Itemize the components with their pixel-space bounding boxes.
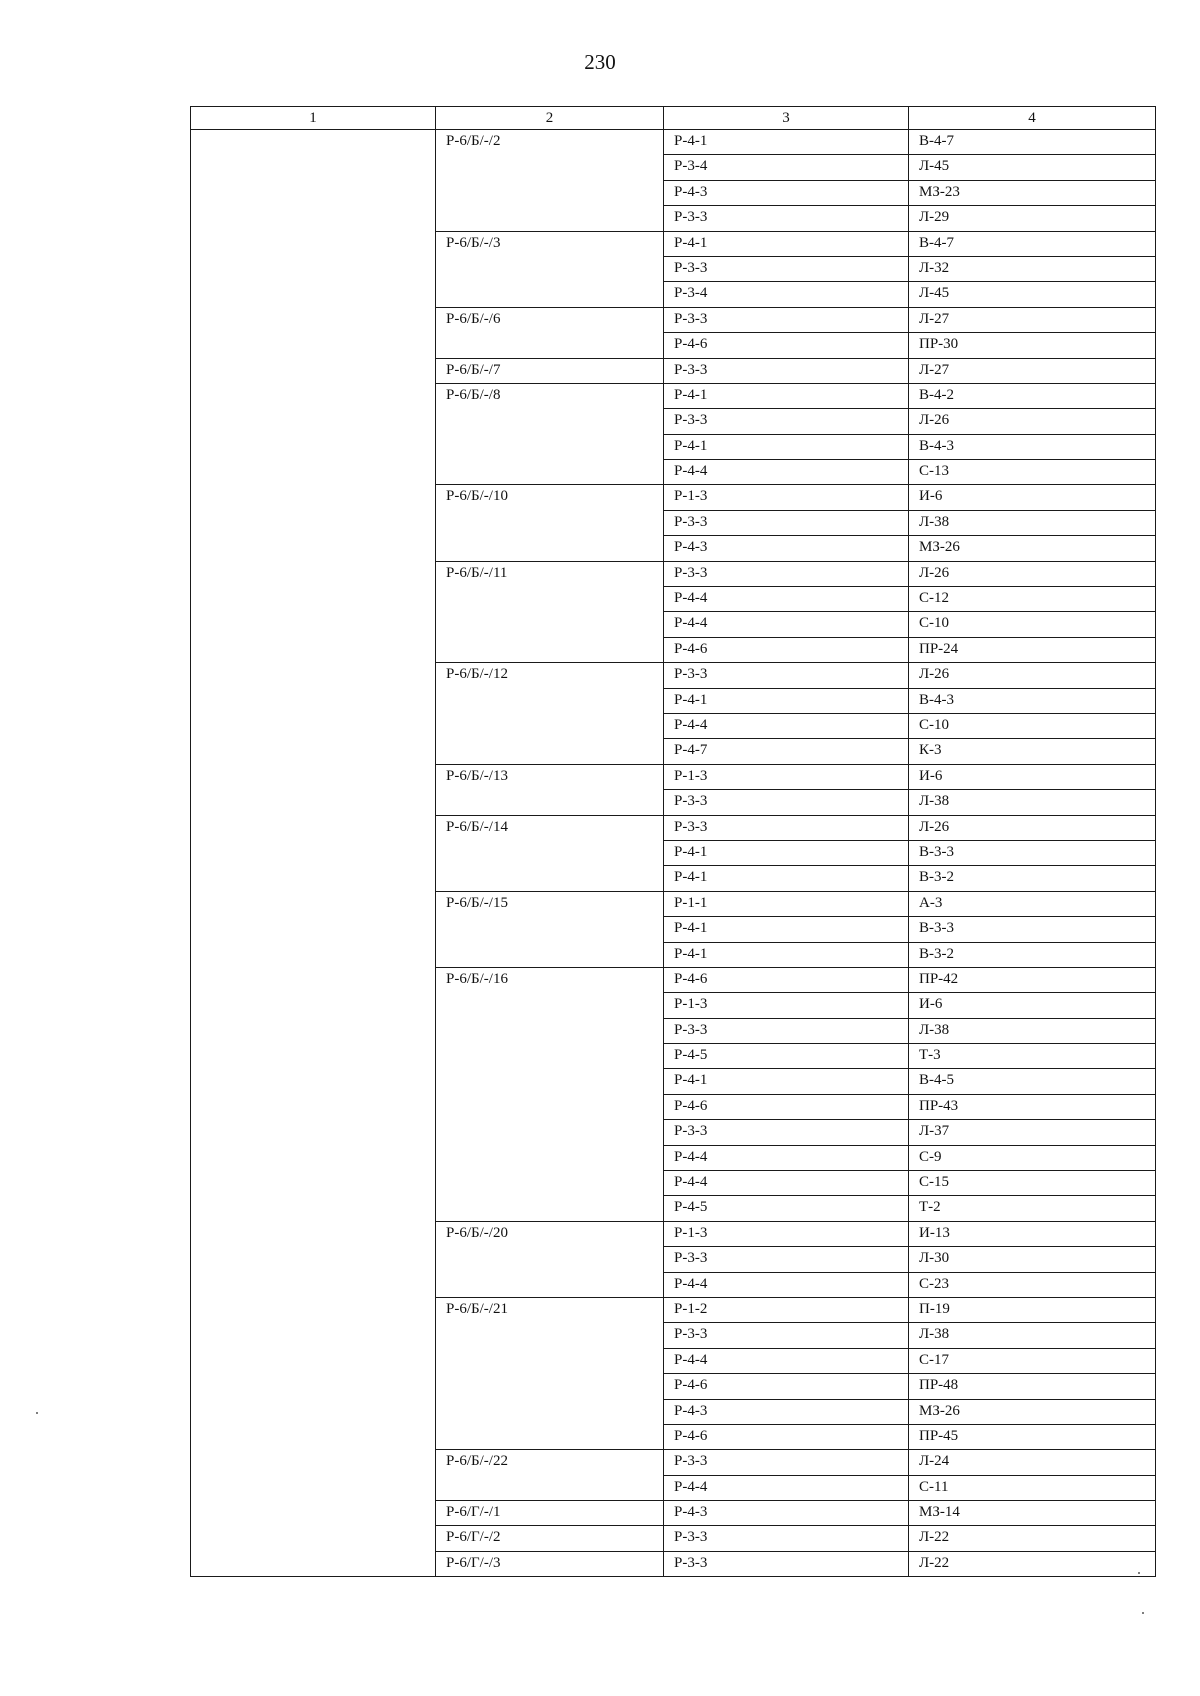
column-3-cell: Р-4-7 [664,739,909,764]
column-4-cell: ПР-48 [909,1374,1156,1399]
column-4-cell: Л-38 [909,790,1156,815]
column-4-cell: С-12 [909,587,1156,612]
column-3-cell: Р-4-3 [664,180,909,205]
scan-speck [1142,1612,1144,1614]
column-4-cell: МЗ-26 [909,536,1156,561]
column-3-cell: Р-4-6 [664,1094,909,1119]
column-3-cell: Р-3-3 [664,256,909,281]
column-3-cell: Р-4-4 [664,1475,909,1500]
group-code-cell: Р-6/Г/-/3 [436,1551,664,1576]
column-header-2: 2 [436,107,664,130]
column-3-cell: Р-1-3 [664,993,909,1018]
table-row [191,130,1156,155]
column-4-cell: Л-22 [909,1551,1156,1576]
column-4-cell: ПР-43 [909,1094,1156,1119]
column-3-cell: Р-4-4 [664,713,909,738]
column-4-cell: С-17 [909,1348,1156,1373]
column-4-cell: В-3-3 [909,840,1156,865]
group-code-cell: Р-6/Б/-/20 [436,1221,664,1297]
column-3-cell: Р-4-1 [664,840,909,865]
column-4-cell: С-10 [909,612,1156,637]
column-4-cell: В-3-2 [909,866,1156,891]
column-3-cell: Р-3-3 [664,1120,909,1145]
column-4-cell: Л-29 [909,206,1156,231]
group-code-cell: Р-6/Б/-/21 [436,1297,664,1449]
column-3-cell: Р-3-3 [664,1551,909,1576]
data-table [190,106,1156,1577]
column-4-cell: ПР-45 [909,1424,1156,1449]
column-4-cell: В-4-3 [909,434,1156,459]
column-4-cell: Л-45 [909,155,1156,180]
column-4-cell: Л-26 [909,663,1156,688]
column-4-cell: И-6 [909,485,1156,510]
column-3-cell: Р-3-4 [664,155,909,180]
table-body [191,130,1156,1577]
column-3-cell: Р-1-1 [664,891,909,916]
column-4-cell: С-9 [909,1145,1156,1170]
column-3-cell: Р-4-1 [664,434,909,459]
column-4-cell: ПР-24 [909,637,1156,662]
column-3-cell: Р-4-6 [664,333,909,358]
column-3-cell: Р-4-6 [664,967,909,992]
group-code-cell: Р-6/Б/-/16 [436,967,664,1221]
column-3-cell: Р-3-3 [664,561,909,586]
column-3-cell: Р-3-3 [664,1247,909,1272]
column-4-cell: Л-27 [909,307,1156,332]
column-4-cell: С-15 [909,1171,1156,1196]
column-3-cell: Р-1-3 [664,764,909,789]
column-4-cell: Л-24 [909,1450,1156,1475]
column-4-cell: А-3 [909,891,1156,916]
column-4-cell: В-4-2 [909,383,1156,408]
column-3-cell: Р-4-4 [664,1272,909,1297]
column-3-cell: Р-3-3 [664,206,909,231]
column-4-cell: С-11 [909,1475,1156,1500]
column-3-cell: Р-4-1 [664,942,909,967]
column-4-cell: С-13 [909,460,1156,485]
column-4-cell: Т-2 [909,1196,1156,1221]
column-4-cell: В-4-5 [909,1069,1156,1094]
column-4-cell: ПР-30 [909,333,1156,358]
column-4-cell: МЗ-23 [909,180,1156,205]
column-4-cell: В-3-3 [909,917,1156,942]
column-3-cell: Р-4-5 [664,1196,909,1221]
column-3-cell: Р-4-6 [664,1424,909,1449]
column-3-cell: Р-4-4 [664,1348,909,1373]
column-4-cell: ПР-42 [909,967,1156,992]
header-row [191,107,1156,130]
column-3-cell: Р-3-4 [664,282,909,307]
column-3-cell: Р-4-6 [664,1374,909,1399]
column-4-cell: И-13 [909,1221,1156,1246]
column-4-cell: В-4-7 [909,231,1156,256]
column-3-cell: Р-4-4 [664,612,909,637]
column-3-cell: Р-3-3 [664,358,909,383]
column-4-cell: Л-38 [909,1018,1156,1043]
column-4-cell: Л-26 [909,815,1156,840]
column-4-cell: С-10 [909,713,1156,738]
column-3-cell: Р-4-1 [664,383,909,408]
column-3-cell: Р-4-4 [664,1171,909,1196]
scan-speck [36,1412,38,1414]
group-code-cell: Р-6/Б/-/8 [436,383,664,485]
group-code-cell: Р-6/Б/-/14 [436,815,664,891]
column-3-cell: Р-4-1 [664,130,909,155]
column-4-cell: Л-27 [909,358,1156,383]
column-4-cell: Л-22 [909,1526,1156,1551]
page-number: 230 [584,50,616,74]
column-3-cell: Р-1-3 [664,485,909,510]
column-header-4: 4 [909,107,1156,130]
group-code-cell: Р-6/Б/-/10 [436,485,664,561]
group-code-cell: Р-6/Б/-/13 [436,764,664,815]
column-4-cell: МЗ-14 [909,1501,1156,1526]
group-code-cell: Р-6/Б/-/15 [436,891,664,967]
column-3-cell: Р-1-2 [664,1297,909,1322]
column-4-cell: С-23 [909,1272,1156,1297]
group-code-cell: Р-6/Б/-/12 [436,663,664,765]
column-4-cell: Л-38 [909,510,1156,535]
group-code-cell: Р-6/Б/-/11 [436,561,664,663]
column-3-cell: Р-3-3 [664,663,909,688]
column-4-cell: Л-26 [909,561,1156,586]
column-4-cell: Т-3 [909,1044,1156,1069]
column-1-cell [191,130,436,1577]
column-3-cell: Р-4-4 [664,587,909,612]
column-3-cell: Р-4-3 [664,1399,909,1424]
column-3-cell: Р-3-3 [664,815,909,840]
column-4-cell: В-4-7 [909,130,1156,155]
column-3-cell: Р-3-3 [664,1018,909,1043]
column-4-cell: И-6 [909,993,1156,1018]
column-3-cell: Р-4-1 [664,866,909,891]
column-header-1: 1 [191,107,436,130]
column-3-cell: Р-1-3 [664,1221,909,1246]
column-3-cell: Р-4-4 [664,1145,909,1170]
column-3-cell: Р-3-3 [664,1526,909,1551]
group-code-cell: Р-6/Г/-/1 [436,1501,664,1526]
column-3-cell: Р-3-3 [664,510,909,535]
group-code-cell: Р-6/Б/-/7 [436,358,664,383]
column-3-cell: Р-4-3 [664,536,909,561]
column-3-cell: Р-3-3 [664,307,909,332]
column-3-cell: Р-4-5 [664,1044,909,1069]
column-3-cell: Р-3-3 [664,1323,909,1348]
column-4-cell: П-19 [909,1297,1156,1322]
column-3-cell: Р-4-3 [664,1501,909,1526]
column-4-cell: Л-32 [909,256,1156,281]
column-4-cell: И-6 [909,764,1156,789]
group-code-cell: Р-6/Г/-/2 [436,1526,664,1551]
column-3-cell: Р-4-1 [664,688,909,713]
column-4-cell: Л-38 [909,1323,1156,1348]
group-code-cell: Р-6/Б/-/22 [436,1450,664,1501]
column-3-cell: Р-4-4 [664,460,909,485]
column-header-3: 3 [664,107,909,130]
column-4-cell: Л-26 [909,409,1156,434]
column-4-cell: В-3-2 [909,942,1156,967]
group-code-cell: Р-6/Б/-/6 [436,307,664,358]
group-code-cell: Р-6/Б/-/3 [436,231,664,307]
column-3-cell: Р-4-6 [664,637,909,662]
scan-speck [1138,1572,1140,1574]
column-3-cell: Р-4-1 [664,1069,909,1094]
column-3-cell: Р-3-3 [664,1450,909,1475]
column-3-cell: Р-3-3 [664,409,909,434]
column-4-cell: Л-30 [909,1247,1156,1272]
column-4-cell: К-3 [909,739,1156,764]
group-code-cell: Р-6/Б/-/2 [436,130,664,232]
column-3-cell: Р-4-1 [664,917,909,942]
column-4-cell: Л-45 [909,282,1156,307]
column-4-cell: Л-37 [909,1120,1156,1145]
column-4-cell: В-4-3 [909,688,1156,713]
column-3-cell: Р-3-3 [664,790,909,815]
column-4-cell: МЗ-26 [909,1399,1156,1424]
column-3-cell: Р-4-1 [664,231,909,256]
